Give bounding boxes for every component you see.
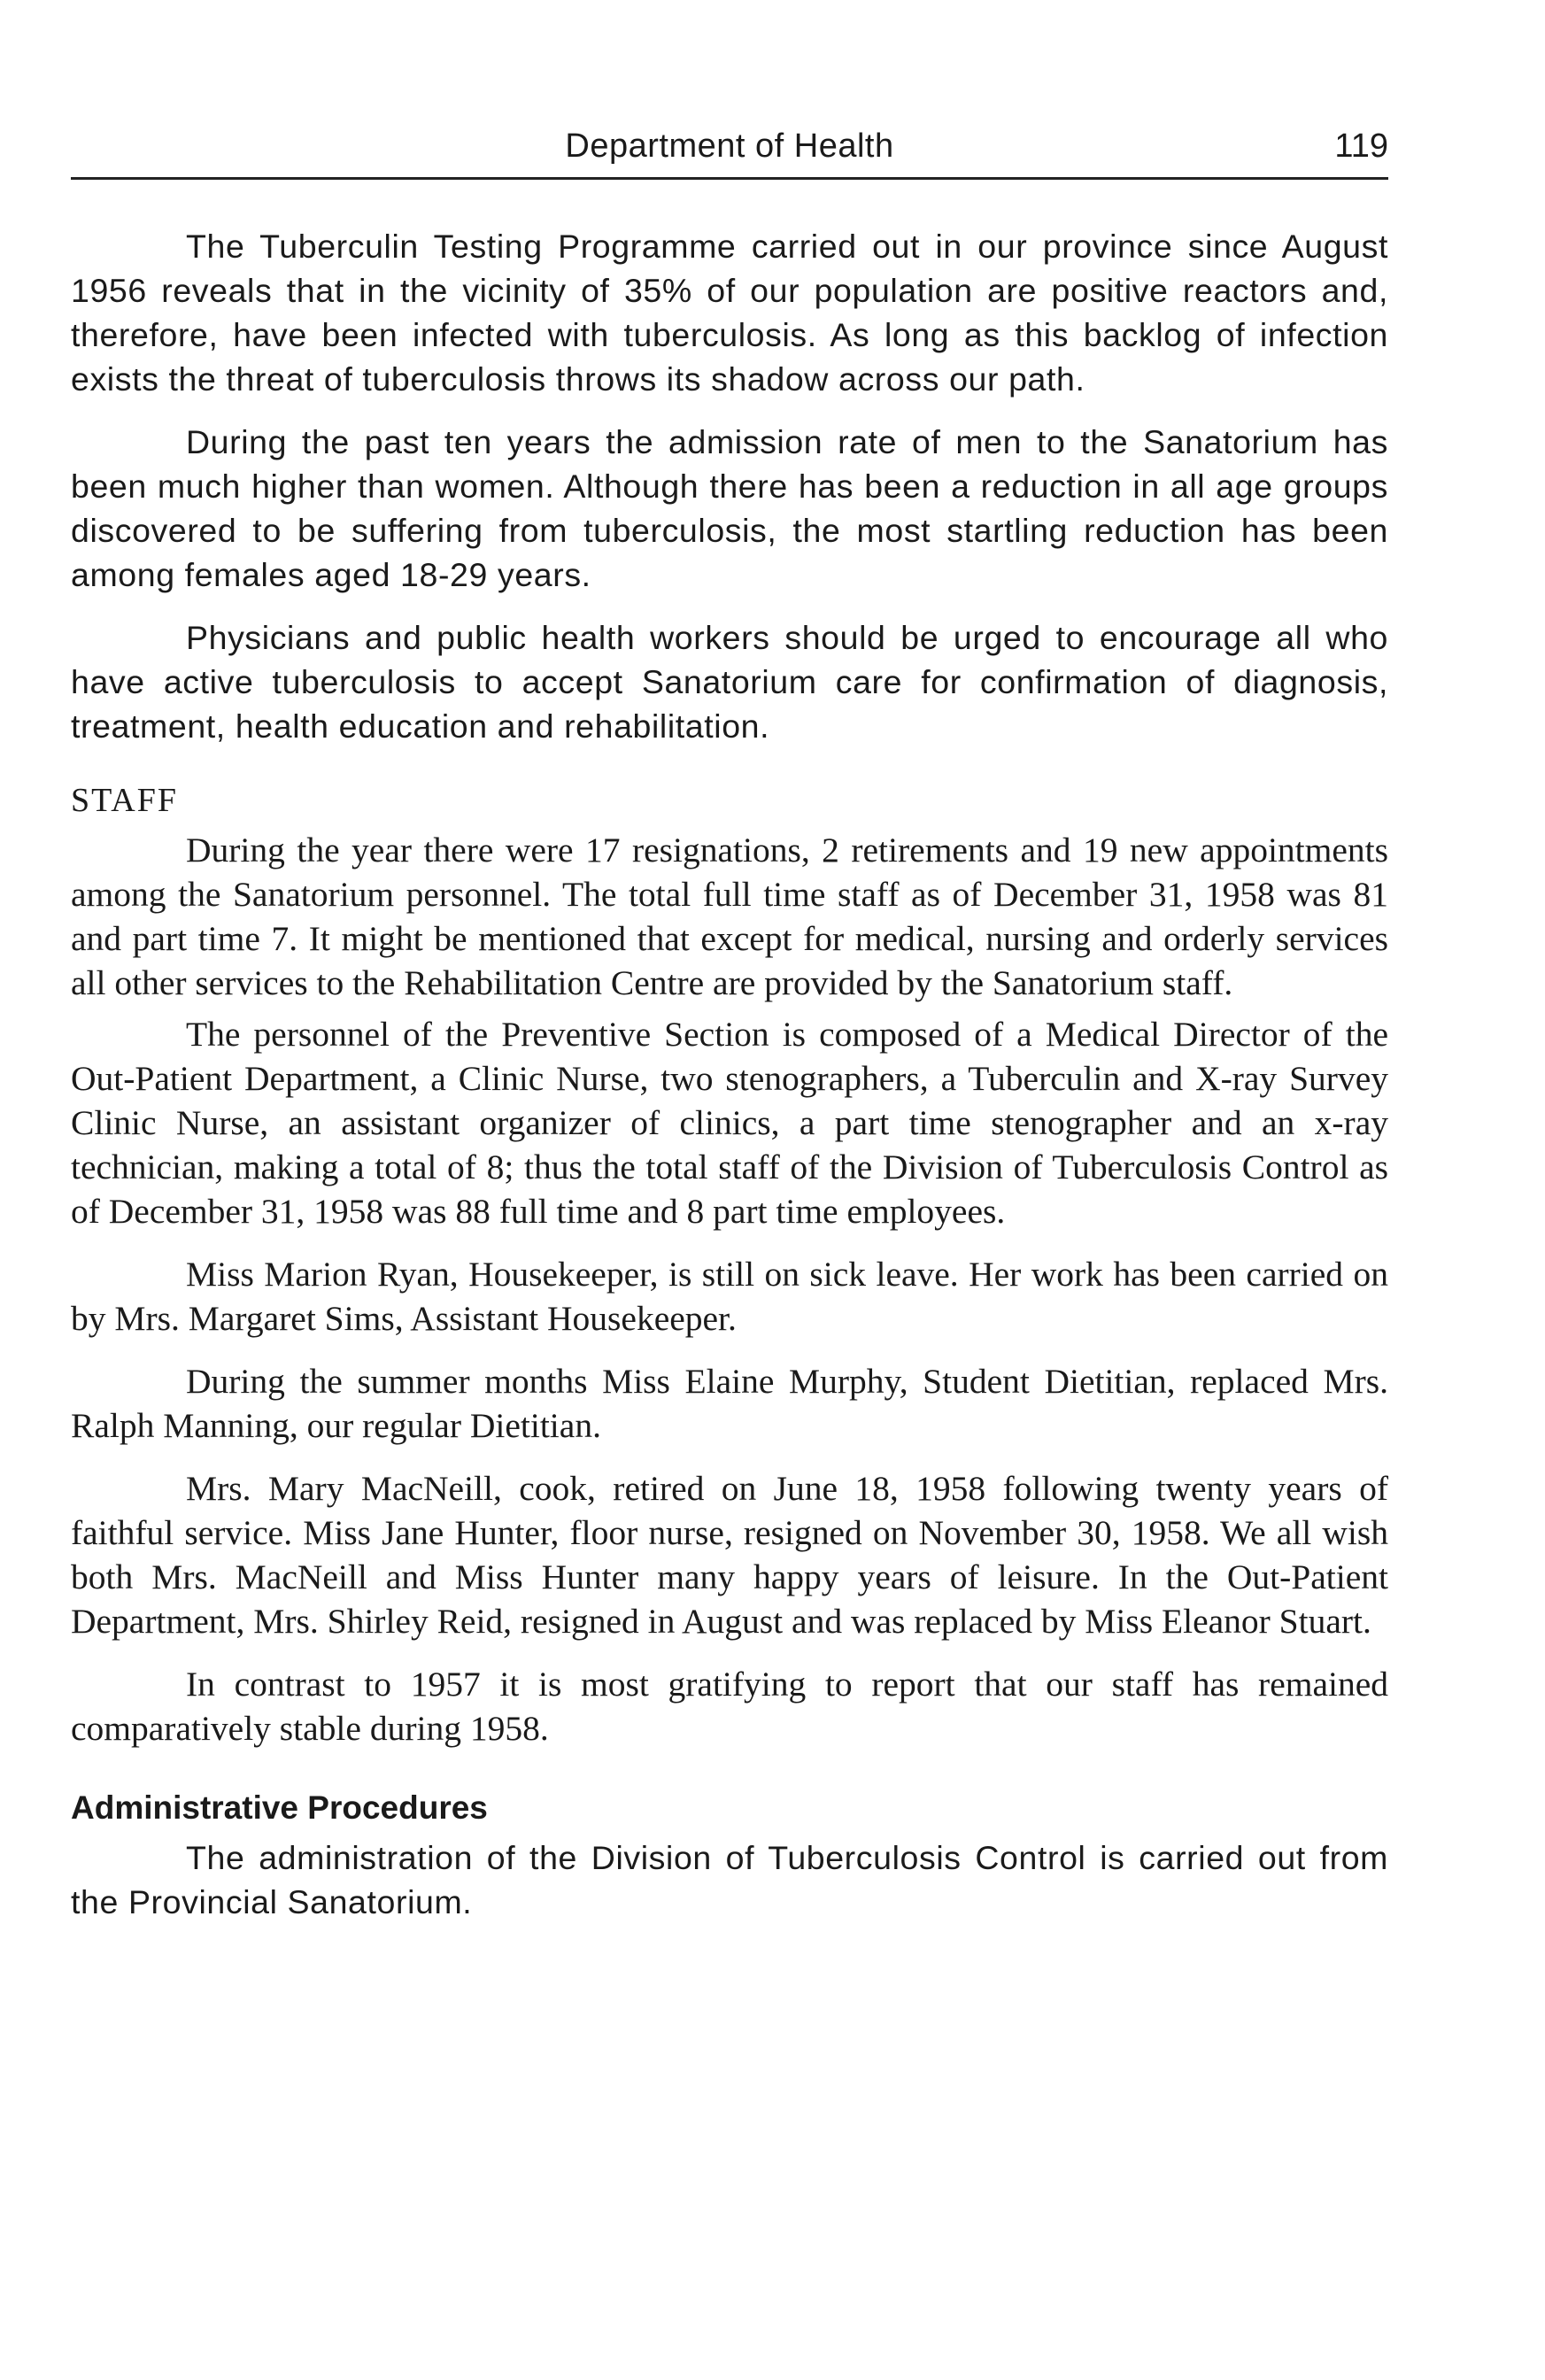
- paragraph-staff-changes: During the year there were 17 resignations, 2 retirements and 19 new appointments among the Sanatorium personnel. The total full time staff as of December 31, 1958 was 81 and part time 7. It might be mentioned that except for medical, nursing and orderly services all other services to the Rehabilitation Centre are provided by the Sanatorium staff.: [71, 831, 1388, 1002]
- paragraph-retirements: Mrs. Mary MacNeill, cook, retired on June 18, 1958 following twenty years of faithful service. Miss Jane Hunter, floor nurse, resigned on November 30, 1958. We all wish both Mrs. MacNeill and Miss Hunter many happy years of leisure. In the Out-Patient Department, Mrs. Shirley Reid, resigned in August and was replaced by Miss Eleanor Stuart.: [71, 1469, 1388, 1641]
- paragraph-staff-stability: In contrast to 1957 it is most gratifying to report that our staff has remained comparatively stable during 1958.: [71, 1665, 1388, 1748]
- paragraph-sanatorium-care: Physicians and public health workers should be urged to encourage all who have active tuberculosis to accept Sanatorium care for confirmation of diagnosis, treatment, health education and rehabilitation.: [71, 619, 1388, 745]
- section-heading-staff: STAFF: [71, 782, 179, 819]
- paragraph-housekeeper: Miss Marion Ryan, Housekeeper, is still on sick leave. Her work has been carried on by Mrs. Margaret Sims, Assistant Housekeeper.: [71, 1255, 1388, 1338]
- section-heading-administrative-procedures: Administrative Procedures: [71, 1789, 488, 1826]
- document-page: [71, 124, 1388, 1943]
- paragraph-dietitian: During the summer months Miss Elaine Murphy, Student Dietitian, replaced Mrs. Ralph Manning, our regular Dietitian.: [71, 1362, 1388, 1445]
- paragraph-admission-rate: During the past ten years the admission rate of men to the Sanatorium has been much higher than women. Although there has been a reduction in all age groups discovered to be suffering from tuberculosis, the most startling reduction has been among females aged 18-29 years.: [71, 423, 1388, 593]
- page-number: 119: [1334, 128, 1388, 165]
- page-body: [71, 224, 1388, 1924]
- paragraph-administration: The administration of the Division of Tuberculosis Control is carried out from the Provincial Sanatorium.: [71, 1839, 1388, 1920]
- paragraph-preventive-section: The personnel of the Preventive Section is composed of a Medical Director of the Out-Patient Department, a Clinic Nurse, two stenographers, a Tuberculin and X-ray Survey Clinic Nurse, an assistant organizer of clinics, a part time stenographer and an x-ray technician, making a total of 8; thus the total staff of the Division of Tuberculosis Control as of December 31, 1958 was 88 full time and 8 part time employees.: [71, 1015, 1388, 1231]
- running-title: Department of Health: [565, 128, 894, 165]
- running-header: [71, 124, 1388, 180]
- paragraph-tuberculin-testing: The Tuberculin Testing Programme carried out in our province since August 1956 reveals that in the vicinity of 35% of our population are positive reactors and, therefore, have been infected with tuberculosis. As long as this backlog of infection exists the threat of tuberculosis throws its shadow across our path.: [71, 228, 1388, 398]
